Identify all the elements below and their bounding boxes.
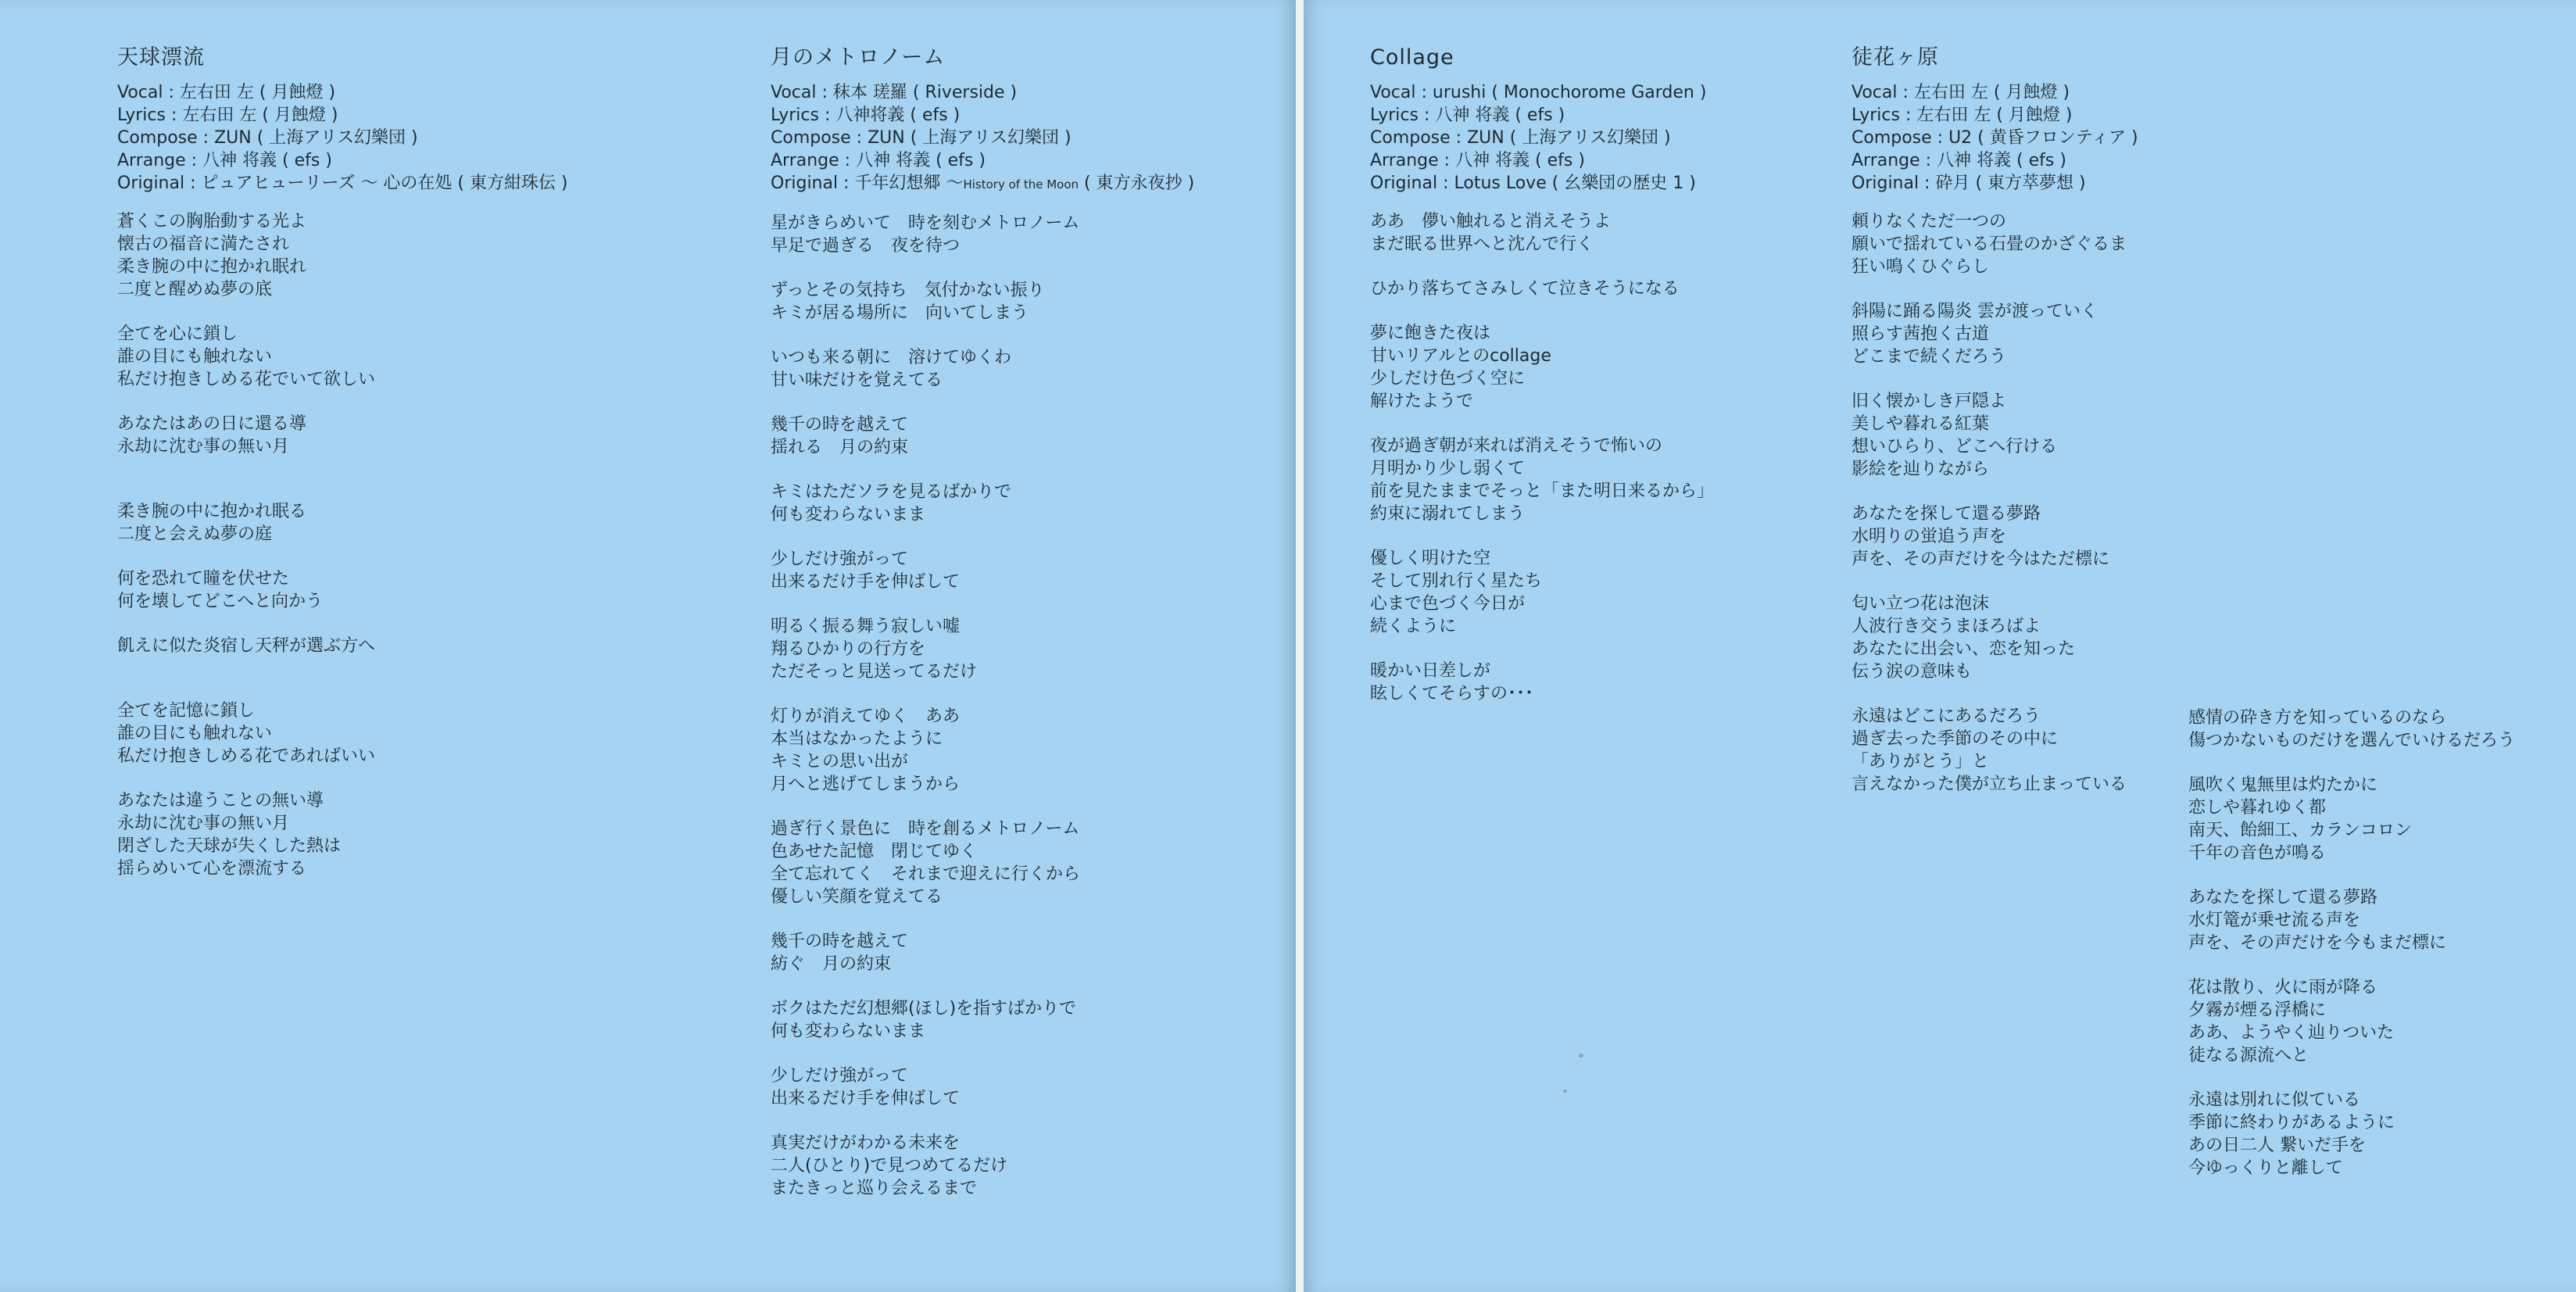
lyric-line: 永遠はどこにあるだろう (1852, 707, 2041, 726)
lyric-line: 前を見たままでそっと「また明日来るから」 (1370, 481, 1715, 501)
lyric-line: ボクはただ幻想郷(ほし)を指すばかりで (771, 999, 1077, 1018)
lyric-line: 過ぎ去った季節のその中に (1852, 729, 2059, 749)
lyric-line: 感情の砕き方を知っているのなら (2188, 708, 2447, 728)
lyric-line: 本当はなかったように (771, 729, 943, 749)
lyric-line: 言えなかった僕が立ち止まっている (1852, 775, 2127, 794)
lyric-line: 影絵を辿りながら (1852, 460, 1990, 479)
credit-original-main: Original : 千年幻想郷 ～ (771, 174, 964, 193)
lyric-stanza (2188, 1089, 2515, 1179)
lyric-line: 灯りが消えてゆく ああ (771, 707, 961, 726)
lyric-stanza (771, 997, 1194, 1043)
credit-lyrics: Lyrics : 左右田 左 ( 月蝕燈 ) (117, 106, 338, 125)
lyric-line: 幾千の時を越えて (771, 415, 909, 435)
lyric-line: あなたはあの日に還る導 (117, 414, 307, 434)
lyric-line: 徒なる源流へと (2188, 1046, 2309, 1065)
song-collage (1370, 45, 1714, 727)
credit-compose: Compose : ZUN ( 上海アリス幻樂団 ) (1370, 128, 1671, 148)
credit-vocal: Vocal : 左右田 左 ( 月蝕燈 ) (117, 83, 336, 102)
song-tsuki-no-metronome (771, 45, 1194, 1222)
lyric-line: キミとの思い出が (771, 752, 909, 771)
lyric-line: ああ、ようやく辿りついた (2188, 1023, 2395, 1043)
lyric-line: 恋しや暮れゆく都 (2188, 798, 2327, 818)
lyric-stanza (771, 615, 1194, 683)
lyric-line: 頼りなくただ一つの (1852, 212, 2007, 231)
lyric-line: あなたに出会い、恋を知った (1852, 639, 2076, 659)
lyric-line: 二度と醒めぬ夢の底 (117, 280, 273, 299)
lyric-stanza (1852, 592, 2138, 683)
lyric-line: 願いで揺れている石畳のかざぐるま (1852, 234, 2127, 254)
lyric-stanza (117, 567, 568, 613)
lyric-line: 星がきらめいて 時を刻むメトロノーム (771, 213, 1080, 233)
lyric-stanza (771, 346, 1194, 392)
lyric-line: 何も変わらないまま (771, 505, 926, 524)
lyric-line: 心まで色づく今日が (1370, 594, 1526, 614)
lyric-stanza (1370, 547, 1714, 638)
credit-original (771, 172, 1194, 196)
lyric-line: 風吹く鬼無里は灼たかに (2188, 775, 2378, 795)
credit-original: Original : 砕月 ( 東方萃夢想 ) (1852, 174, 2086, 193)
lyric-stanza (771, 1132, 1194, 1200)
lyric-line: 永遠は別れに似ている (2188, 1090, 2361, 1110)
lyric-stanza (2188, 886, 2515, 954)
lyric-line: 花は散り、火に雨が降る (2188, 978, 2378, 997)
credit-compose: Compose : ZUN ( 上海アリス幻樂団 ) (117, 128, 418, 148)
lyric-stanza (771, 1065, 1194, 1110)
lyric-stanza (1370, 322, 1714, 413)
lyric-stanza (1852, 705, 2138, 796)
lyric-line: 何を恐れて瞳を伏せた (117, 569, 290, 589)
lyric-line: 早足で過ぎる 夜を待つ (771, 236, 961, 256)
lyric-line: 今ゆっくりと離して (2188, 1158, 2343, 1178)
song-title: 月のメトロノーム (771, 45, 946, 70)
lyric-line: 斜陽に踊る陽炎 雲が渡っていく (1852, 302, 2098, 321)
song-credits (1370, 81, 1714, 195)
lyric-line: 声を、その声だけを今はただ標に (1852, 549, 2110, 569)
lyric-stanza (117, 413, 568, 458)
lyric-line: そして別れ行く星たち (1370, 571, 1543, 591)
lyric-line: 何を壊してどこへと向かう (117, 592, 324, 611)
lyric-line: 優しい笑顔を覚えてる (771, 887, 943, 907)
lyric-line: 匂い立つ花は泡沫 (1852, 594, 1990, 614)
lyric-line: 旧く懐かしき戸隠よ (1852, 392, 2007, 411)
lyric-stanza (117, 789, 568, 880)
song-lyrics (1852, 210, 2138, 796)
credit-lyrics: Lyrics : 八神 将義 ( efs ) (1370, 106, 1565, 125)
song-credits (117, 81, 568, 195)
credit-arrange: Arrange : 八神 将義 ( efs ) (771, 151, 986, 170)
lyric-line: 南天、飴細工、カランコロン (2188, 821, 2413, 840)
lyric-line: 飢えに似た炎宿し天秤が選ぶ方へ (117, 636, 376, 656)
lyric-line: 全て忘れてく それまで迎えに行くから (771, 864, 1081, 884)
lyric-line: 甘い味だけを覚えてる (771, 370, 943, 390)
lyric-stanza (771, 548, 1194, 593)
lyric-line: 色あせた記憶 閉じてゆく (771, 842, 978, 861)
song-title: 天球漂流 (117, 45, 205, 70)
lyric-line: 水灯篭が乗せ流る声を (2188, 911, 2361, 930)
lyric-line: 過ぎ行く景色に 時を創るメトロノーム (771, 819, 1080, 839)
lyric-line: ただそっと見送ってるだけ (771, 662, 978, 682)
lyric-line: 少しだけ強がって (771, 1066, 909, 1086)
lyric-line: 誰の目にも触れない (117, 724, 273, 743)
lyric-line: キミが居る場所に 向いてしまう (771, 303, 1029, 323)
paper-speck (1563, 1090, 1567, 1093)
lyric-line: 夕霧が煙る浮橋に (2188, 1000, 2327, 1020)
lyric-line: あなたは違うことの無い導 (117, 791, 324, 811)
lyric-line: 幾千の時を越えて (771, 932, 909, 951)
lyric-line: 優しく明けた空 (1370, 549, 1491, 568)
lyric-line: ずっとその気持ち 気付かない振り (771, 281, 1045, 300)
lyric-line: 蒼くこの胸胎動する光よ (117, 212, 307, 231)
lyric-line: 永劫に沈む事の無い月 (117, 814, 290, 833)
lyric-line: ひかり落ちてさみしくて泣きそうになる (1370, 279, 1680, 299)
credit-lyrics: Lyrics : 左右田 左 ( 月蝕燈 ) (1852, 106, 2073, 125)
lyric-line: 出来るだけ手を伸ばして (771, 572, 961, 592)
lyric-line: 二度と会えぬ夢の庭 (117, 524, 273, 544)
credit-lyrics: Lyrics : 八神将義 ( efs ) (771, 106, 961, 125)
lyric-line: 誰の目にも触れない (117, 347, 273, 367)
song-title: 徒花ヶ原 (1852, 45, 1939, 70)
lyric-stanza (2188, 774, 2515, 864)
song-credits (771, 81, 1194, 196)
lyric-stanza (771, 930, 1194, 975)
lyric-line: 甘いリアルとのcollage (1370, 346, 1551, 366)
lyric-stanza (771, 279, 1194, 324)
lyric-stanza (2188, 707, 2515, 752)
credit-original: Original : ピュアヒューリーズ ～ 心の在処 ( 東方紺珠伝 ) (117, 174, 568, 193)
song-lyrics (1370, 210, 1714, 705)
lyric-line: 柔き腕の中に抱かれ眠る (117, 502, 307, 521)
lyric-stanza (2188, 976, 2515, 1067)
lyric-stanza (1370, 277, 1714, 300)
lyric-line: 紡ぐ 月の約束 (771, 954, 892, 974)
credit-arrange: Arrange : 八神 将義 ( efs ) (117, 151, 332, 170)
lyric-line: どこまで続くだろう (1852, 347, 2007, 367)
lyric-stanza (771, 818, 1194, 908)
lyric-line: ああ 儚い触れると消えそうよ (1370, 212, 1612, 231)
lyric-line: 閉ざした天球が失くした熱は (117, 836, 342, 856)
lyric-line: 夢に飽きた夜は (1370, 324, 1491, 343)
song-lyrics-continued (2188, 707, 2515, 1179)
lyric-stanza (1852, 300, 2138, 368)
lyric-stanza (117, 635, 568, 657)
lyric-line: 揺らめいて心を漂流する (117, 859, 307, 879)
lyric-line: いつも来る朝に 溶けてゆくわ (771, 348, 1012, 367)
lyric-line: 出来るだけ手を伸ばして (771, 1089, 961, 1108)
lyric-stanza (1852, 390, 2138, 481)
lyric-line: 千年の音色が鳴る (2188, 843, 2327, 863)
lyric-line: キミはただソラを見るばかりで (771, 482, 1012, 502)
lyric-line: 伝う涙の意味も (1852, 662, 1973, 682)
lyric-stanza (771, 413, 1194, 459)
song-credits (1852, 81, 2138, 195)
lyric-line: 眩しくてそらすの･･･ (1370, 684, 1534, 703)
lyric-line: 傷つかないものだけを選んでいけるだろう (2188, 731, 2516, 750)
lyric-line: 私だけ抱きしめる花であればいい (117, 746, 376, 766)
lyric-stanza (117, 323, 568, 391)
credit-original: Original : Lotus Love ( 幺樂団の歴史 1 ) (1370, 174, 1696, 193)
lyric-line: 解けたようで (1370, 392, 1474, 411)
lyric-line: 柔き腕の中に抱かれ眠れ (117, 257, 307, 277)
credit-vocal: Vocal : 左右田 左 ( 月蝕燈 ) (1852, 83, 2070, 102)
lyric-stanza (117, 700, 568, 768)
lyric-line: 全てを記憶に鎖し (117, 701, 256, 721)
credit-arrange: Arrange : 八神 将義 ( efs ) (1852, 151, 2066, 170)
credit-compose: Compose : ZUN ( 上海アリス幻樂団 ) (771, 128, 1072, 148)
lyric-line: 狂い鳴くひぐらし (1852, 257, 1990, 277)
lyric-line: またきっと巡り会えるまで (771, 1179, 978, 1198)
lyric-line: 人波行き交うまほろばよ (1852, 617, 2041, 636)
lyric-stanza (1852, 503, 2138, 571)
lyric-line: 二人(ひとり)で見つめてるだけ (771, 1156, 1008, 1176)
lyric-line: 夜が過ぎ朝が来れば消えそうで怖いの (1370, 436, 1663, 456)
song-title: Collage (1370, 45, 1454, 70)
lyric-line: 明るく振る舞う寂しい嘘 (771, 617, 961, 636)
lyric-line: あの日二人 繋いだ手を (2188, 1136, 2366, 1155)
lyric-line: 何も変わらないまま (771, 1022, 926, 1041)
lyric-line: 美しや暮れる紅葉 (1852, 414, 1990, 434)
lyric-line: 季節に終わりがあるように (2188, 1113, 2395, 1133)
lyric-stanza (771, 212, 1194, 257)
lyric-stanza (1370, 660, 1714, 705)
credit-compose: Compose : U2 ( 黄昏フロンティア ) (1852, 128, 2138, 148)
lyric-stanza (771, 481, 1194, 526)
lyric-line: 約束に溺れてしまう (1370, 504, 1526, 524)
credit-vocal: Vocal : urushi ( Monochorome Garden ) (1370, 83, 1707, 102)
lyric-stanza (1852, 210, 2138, 278)
lyric-line: 私だけ抱きしめる花でいて欲しい (117, 370, 376, 389)
song-adabana-ga-hara (1852, 45, 2138, 818)
lyric-line: 月へと逃げてしまうから (771, 775, 961, 794)
credit-original-subtitle: History of the Moon (963, 177, 1079, 191)
lyric-line: 月明かり少し弱くて (1370, 459, 1526, 478)
center-fold (1296, 0, 1304, 1292)
lyric-line: 水明りの蛍追う声を (1852, 527, 2007, 546)
credit-vocal: Vocal : 秣本 瑳羅 ( Riverside ) (771, 83, 1018, 102)
lyric-line: 少しだけ色づく空に (1370, 369, 1526, 388)
lyric-line: 全てを心に鎖し (117, 324, 238, 344)
song-lyrics (771, 212, 1194, 1200)
credit-arrange: Arrange : 八神 将義 ( efs ) (1370, 151, 1585, 170)
credit-original-source: ( 東方永夜抄 ) (1079, 174, 1195, 193)
lyric-line: 「ありがとう」と (1852, 752, 1990, 771)
song-adabana-ga-hara-continued (2188, 707, 2515, 1201)
lyric-line: 揺れる 月の約束 (771, 438, 909, 457)
song-lyrics (117, 210, 568, 880)
lyric-line: 永劫に沈む事の無い月 (117, 437, 290, 456)
lyric-stanza (1370, 210, 1714, 256)
song-tenkyu-hyoryu (117, 45, 568, 902)
paper-speck (1579, 1054, 1583, 1058)
lyric-line: 翔るひかりの行方を (771, 639, 926, 659)
lyric-line: 真実だけがわかる未来を (771, 1133, 961, 1153)
lyric-line: 懐古の福音に満たされ (117, 234, 290, 254)
lyric-line: 続くように (1370, 617, 1457, 636)
lyric-line: 想いひらり、どこへ行ける (1852, 437, 2058, 456)
lyric-line: 少しだけ強がって (771, 549, 909, 569)
lyric-line: 照らす茜抱く古道 (1852, 324, 1990, 344)
lyric-stanza (1370, 435, 1714, 525)
lyric-line: 声を、その声だけを今もまだ標に (2188, 933, 2447, 953)
lyric-stanza (771, 705, 1194, 796)
lyric-line: まだ眠る世界へと沈んで行く (1370, 234, 1594, 254)
lyric-line: 暖かい日差しが (1370, 661, 1491, 681)
lyric-line: あなたを探して還る夢路 (2188, 888, 2378, 907)
lyric-stanza (117, 500, 568, 546)
lyric-stanza (117, 210, 568, 301)
lyric-line: あなたを探して還る夢路 (1852, 504, 2041, 524)
